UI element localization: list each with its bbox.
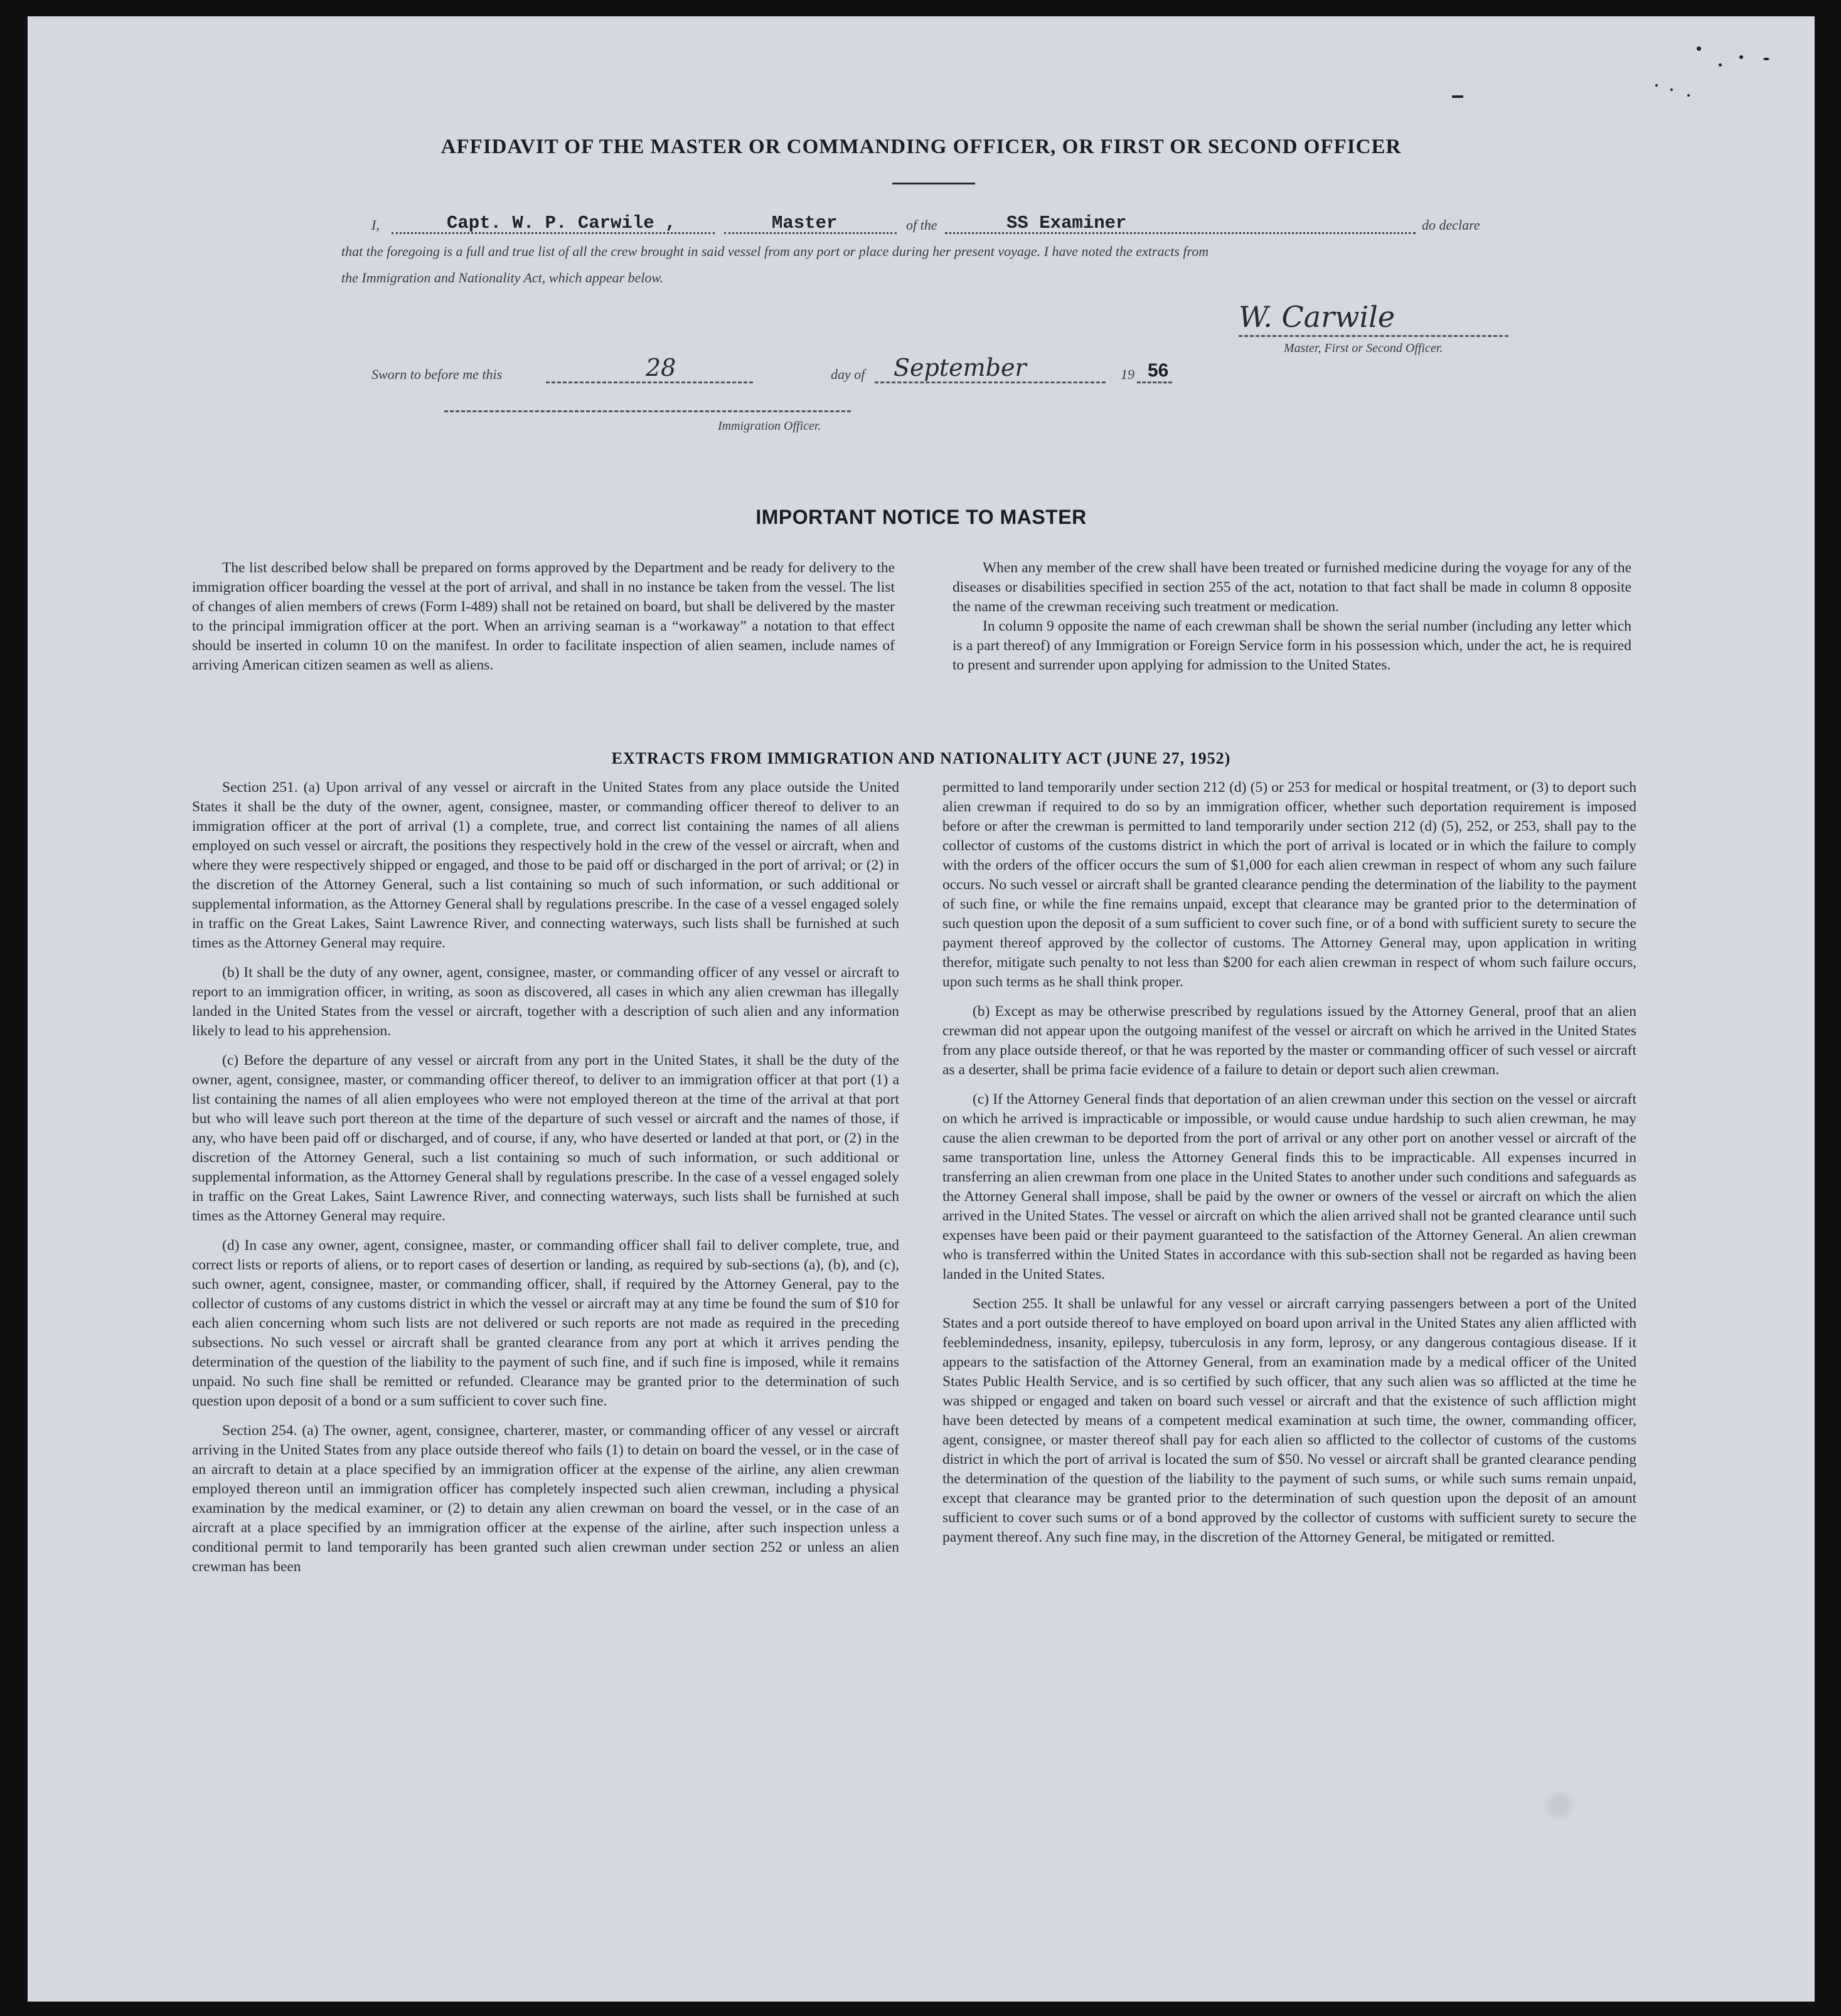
officer-line: [444, 410, 851, 412]
month-line: [875, 381, 1106, 383]
affidavit-title: AFFIDAVIT OF THE MASTER OR COMMANDING OFFICER, OR FIRST OR SECOND OFFICER: [440, 136, 1402, 158]
section-254-a: Section 254. (a) The owner, agent, consignee, charterer, master, or commanding officer of any vessel or aircraft arriving in the United States from any place outside thereof who fails (1) to detain on board the vessel, or in the case of an aircraft to detain at a place specified by an immigration officer at the expense of the airline, any alien crewman employed thereon until an immigration officer has completely inspected such alien crewman, including a physical examination by the medical examiner, or (2) to detain any alien crewman on board the vessel, or in the case of an aircraft at a place specified by an immigration officer at the expense of the airline, after such inspection unless a conditional permit to land temporarily has been granted such alien crewman under section 252 or unless an alien crewman has been: [192, 1422, 899, 1575]
section-251-d: (d) In case any owner, agent, consignee, master, or commanding officer shall fail to deliver complete, true, and correct lists or reports of aliens, or to report cases of desertion or landing, as required by sub-sections (a), (b), and (c), such owner, agent, consignee, master, or commanding officer, shall, if required by the Attorney General, pay to the collector of customs of any customs district in which the vessel or aircraft may at any time be found the sum of $10 for each alien concerning whom such lists are not delivered or such reports are not made as required in the preceding subsections. No such vessel or aircraft shall be granted clearance from any port at which it arrives pending the determination of the question of the liability to the payment of such fine, and if such fine is imposed, while it remains unpaid. No such fine shall be remitted or refunded. Clearance may be granted prior to the determination of such question upon deposit of a bond or a sum sufficient to cover such fine.: [192, 1237, 899, 1409]
scan-speck: [1763, 58, 1769, 60]
day-of-label: day of: [831, 366, 865, 382]
scan-speck: [1687, 94, 1690, 97]
scan-speck: [1452, 95, 1463, 98]
vessel-name: SS Examiner: [1006, 213, 1127, 233]
scan-speck: [1670, 88, 1673, 91]
section-251-b: (b) It shall be the duty of any owner, agent, consignee, master, or commanding officer of any vessel or aircraft to report to an immigration officer, in writing, as soon as discovered, all cases in which any alien crewman has illegally landed in the United States from the vessel or aircraft, together with a description of such alien and any information likely to lead to his apprehension.: [192, 964, 899, 1039]
sworn-year: 56: [1148, 360, 1169, 381]
scan-speck: [1739, 55, 1743, 59]
master-rank: Master: [772, 213, 838, 233]
document-page: [28, 16, 1815, 2002]
section-254-a-cont: permitted to land temporarily under section 212 (d) (5) or 253 for medical or hospital treatment, or (3) to deport such alien crewman if required to do so by an immigration officer, whether such deportation requirement is imposed before or after the crewman is permitted to land temporarily under section 212 (d) (5), 252, or 253, shall pay to the collector of customs of the customs district in which the port of arrival is located or in which the failure to comply with the orders of the officer occurs the sum of $1,000 for each alien crewman in respect of whom any such failure occurs. No such vessel or aircraft shall be granted clearance pending the determination of the liability to the payment of such fine, or while the fine remains unpaid, except that clearance may be granted prior to the determination of such question upon the deposit of a sum sufficient to cover such fine, or of a bond with sufficient surety to secure the payment thereof approved by the collector of customs. The Attorney General may, upon application in writing therefor, mitigate such penalty to not less than $200 for each alien crewman in respect of whom such failure occurs, upon such terms as he shall think proper.: [942, 779, 1636, 990]
day-line: [546, 381, 753, 383]
sworn-month: September: [894, 354, 1027, 381]
scan-speck: [1655, 84, 1658, 87]
notice-title: IMPORTANT NOTICE TO MASTER: [755, 506, 1087, 528]
do-declare-label: do declare: [1422, 217, 1480, 233]
faint-stamp: [1540, 1791, 1579, 1821]
extracts-title: EXTRACTS FROM IMMIGRATION AND NATIONALITY ACT (JUNE 27, 1952): [611, 749, 1231, 767]
year-line: [1137, 381, 1172, 383]
signature-line: [1239, 335, 1508, 337]
master-signature: W. Carwile: [1239, 300, 1395, 334]
notice-right: [953, 558, 1631, 685]
sworn-day: 28: [646, 354, 676, 381]
declaration-line-3: the Immigration and Nationality Act, which appear below.: [341, 270, 664, 285]
section-254-b: (b) Except as may be otherwise prescribed by regulations issued by the Attorney General, proof that an alien crewman did not appear upon the outgoing manifest of the vessel or aircraft on which he arrived in the United States from any place outside thereof, or that he was reported by the master or commanding officer of such vessel or aircraft as a deserter, shall be prima facie evidence of a failure to detain or deport such alien crewman.: [942, 1003, 1636, 1078]
notice-left: [192, 558, 895, 685]
signature-caption: Master, First or Second Officer.: [1284, 341, 1443, 355]
section-251-a: Section 251. (a) Upon arrival of any vessel or aircraft in the United States from any place outside the United States it shall be the duty of the owner, agent, consignee, master, or commanding officer thereof to deliver to an immigration officer at the port of arrival (1) a complete, true, and correct list containing the names of all aliens employed on such vessel or aircraft, the positions they respectively hold in the crew of the vessel or aircraft, when and where they were respectively shipped or engaged, and those to be paid off or discharged in the port of arrival; or (2) in the discretion of the Attorney General, such a list containing so much of such information, or such additional or supplemental information, as the Attorney General shall by regulations prescribe. In the case of a vessel engaged solely in traffic on the Great Lakes, Saint Lawrence River, and connecting waterways, such lists shall be furnished at such times as the Attorney General may require.: [192, 779, 899, 951]
year-prefix: 19: [1121, 366, 1134, 382]
notice-right-text-2: In column 9 opposite the name of each crewman shall be shown the serial number (including any letter which is a part thereof) of any Immigration or Foreign Service form in his possession which, under the act, he is required to present and surrender upon applying for admission to the United States.: [953, 618, 1631, 673]
section-255: Section 255. It shall be unlawful for any vessel or aircraft carrying passengers between a port of the United States and a port outside thereof to have employed on board upon arrival in the United States any alien afflicted with feeblemindedness, insanity, epilepsy, tuberculosis in any form, leprosy, or any dangerous contagious disease. If it appears to the satisfaction of the Attorney General, from an examination made by a medical officer of the United States Public Health Service, and is so certified by such officer, that any such alien was so afflicted at the time he was shipped or engaged and taken on board such vessel or aircraft and that the existence of such affliction might have been detected by means of a competent medical examination at such time, the owner, commanding officer, agent, consignee, or master thereof shall pay for each alien so afflicted to the collector of customs of the customs district in which the port of arrival is located the sum of $50. No vessel or aircraft shall be granted clearance pending the determination of the question of the liability to the payment of such sums, or while such sums remain unpaid, except that clearance may be granted prior to the determination of such question upon the deposit of an amount sufficient to cover such sums or of a bond approved by the collector of customs with sufficient surety to secure the payment thereof. Any such fine may, in the discretion of the Attorney General, be mitigated or remitted.: [942, 1296, 1636, 1545]
scan-speck: [1719, 63, 1722, 67]
sworn-label: Sworn to before me this: [371, 366, 503, 382]
notice-left-text: The list described below shall be prepared on forms approved by the Department and be ready for delivery to the immigration officer boarding the vessel at the port of arrival, and shall in no instance be taken from the vessel. The list of changes of alien members of crews (Form I-489) shall not be retained on board, but shall be delivered by the master to the principal immigration officer at the port. When an arriving seaman is a “workaway” a notation to that effect should be inserted in column 10 on the manifest. In order to facilitate inspection of alien seamen, include names of arriving American citizen seamen as well as aliens.: [192, 560, 895, 673]
of-the-label: of the: [906, 217, 937, 233]
master-name: Capt. W. P. Carwile ,: [447, 213, 676, 233]
extracts-right-column: [942, 778, 1636, 1557]
title-rule: [892, 183, 975, 184]
declaration-prefix: I,: [371, 217, 380, 233]
declaration-line-2: that the foregoing is a full and true list of all the crew brought in said vessel from any port or place during her present voyage. I have noted the extracts from: [341, 243, 1209, 259]
officer-caption: Immigration Officer.: [718, 419, 821, 433]
notice-right-text-1: When any member of the crew shall have been treated or furnished medicine during the voyage for any of the diseases or disabilities specified in section 255 of the act, notation to that fact shall be made in column 8 opposite the name of the crewman receiving such treatment or medication.: [953, 560, 1631, 615]
section-251-c: (c) Before the departure of any vessel or aircraft from any port in the United States, it shall be the duty of the owner, agent, consignee, master, or commanding officer thereof, to deliver to an immigration officer at that port (1) a list containing the names of all alien employees who were not employed thereon at the time of the arrival at that port but who will leave such port thereon at the time of the departure of such vessel or aircraft and the names of those, if any, who have been paid off or discharged, and of course, if any, who have deserted or landed at that port, or (2) in the discretion of the Attorney General, such a list containing so much of such information, or such additional or supplemental information, as the Attorney General shall by regulations prescribe. In the case of a vessel engaged solely in traffic on the Great Lakes, Saint Lawrence River, and connecting waterways, such lists shall be furnished at such times as the Attorney General may require.: [192, 1052, 899, 1224]
extracts-left-column: [192, 778, 899, 1587]
section-254-c: (c) If the Attorney General finds that deportation of an alien crewman under this section on the vessel or aircraft on which he arrived is impracticable or impossible, or would cause undue hardship to such alien crewman, he may cause the alien crewman to be deported from the port of arrival or any other port on another vessel or aircraft of the same transportation line, unless the Attorney General finds this to be impracticable. All expenses incurred in transferring an alien crewman from one place in the United States to another under such conditions and safeguards as the Attorney General shall impose, shall be paid by the owner or owners of the vessel or aircraft on which the alien arrived in the United States. The vessel or aircraft on which the alien arrived shall not be granted clearance until such expenses have been paid or their payment guaranteed to the satisfaction of the Attorney General. An alien crewman who is transferred within the United States in accordance with this sub-section shall not be regarded as having been landed in the United States.: [942, 1091, 1636, 1283]
scan-speck: [1697, 46, 1701, 51]
